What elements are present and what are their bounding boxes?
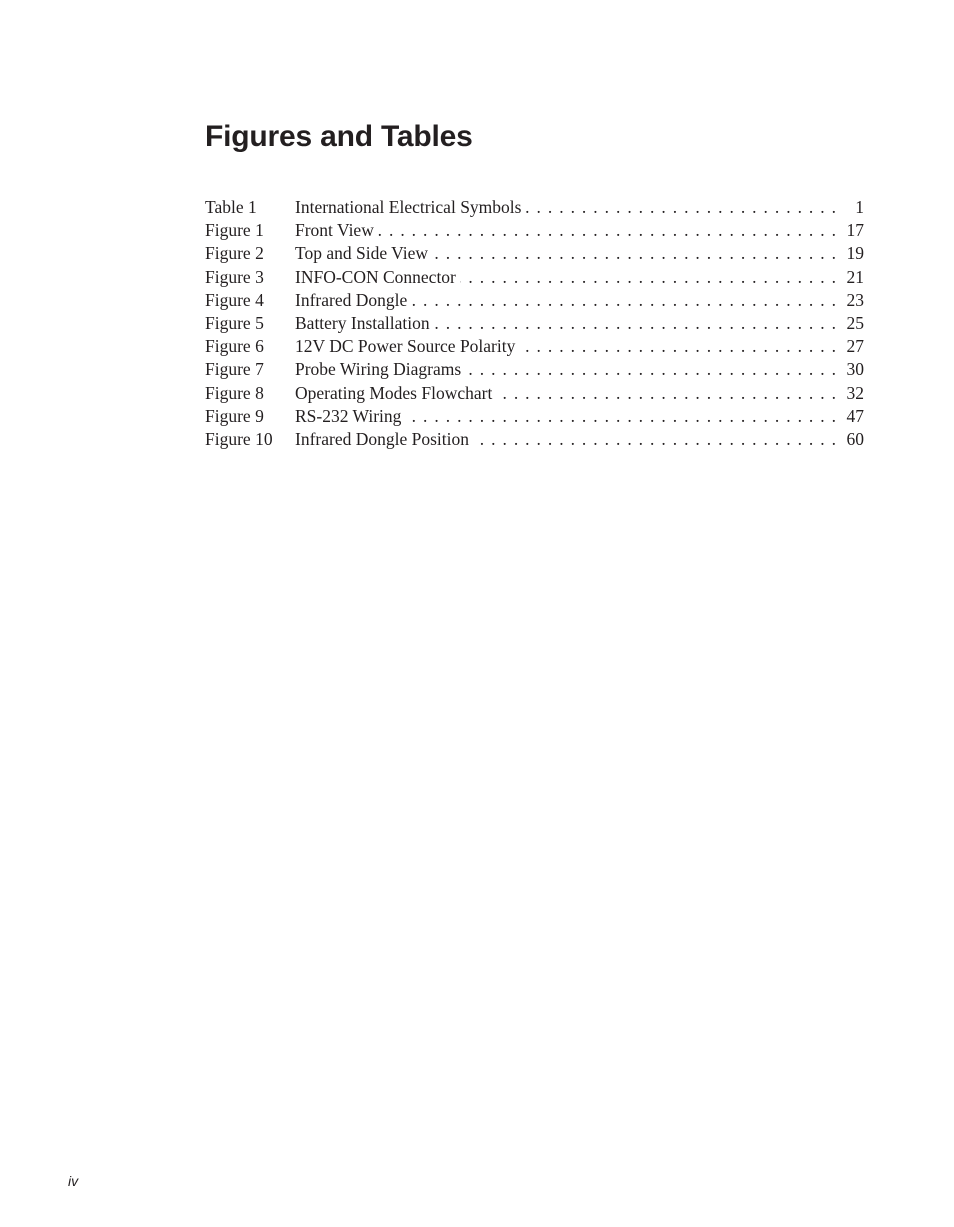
toc-entry[interactable] [205, 335, 864, 358]
toc-entry-title[interactable]: 12V DC Power Source Polarity [295, 336, 516, 357]
toc-entry-page[interactable]: 17 [846, 220, 864, 241]
dot-leader [473, 428, 836, 451]
dot-leader [496, 382, 836, 405]
toc-entry-title[interactable]: Infrared Dongle [295, 289, 408, 310]
toc-entry-label: Figure 9 [205, 405, 264, 426]
toc-entry-page[interactable]: 47 [846, 405, 864, 426]
toc-entry-page[interactable]: 25 [846, 312, 864, 333]
toc-entry[interactable] [205, 312, 864, 335]
dot-leader [465, 358, 836, 381]
figures-tables-list [205, 196, 864, 451]
toc-entry-title[interactable]: Infrared Dongle Position [295, 428, 469, 449]
toc-entry[interactable] [205, 266, 864, 289]
dot-leader [519, 335, 836, 358]
toc-entry-title[interactable]: Operating Modes Flowchart [295, 382, 493, 403]
toc-entry-label: Figure 4 [205, 289, 264, 310]
toc-entry-label: Figure 2 [205, 243, 264, 264]
dot-leader [525, 196, 836, 219]
toc-entry-title[interactable]: International Electrical Symbols [295, 197, 522, 217]
toc-entry-label: Figure 10 [205, 428, 273, 449]
toc-entry-label: Figure 3 [205, 266, 264, 287]
toc-entry-label: Figure 6 [205, 336, 264, 357]
toc-entry-label: Figure 8 [205, 382, 264, 403]
toc-entry-page[interactable]: 1 [855, 197, 864, 217]
toc-entry-page[interactable]: 60 [846, 428, 864, 449]
toc-entry-page[interactable]: 23 [846, 289, 864, 310]
dot-leader [405, 405, 836, 428]
page-title: Figures and Tables [205, 120, 473, 153]
toc-entry-page[interactable]: 32 [846, 382, 864, 403]
toc-entry[interactable] [205, 405, 864, 428]
toc-entry[interactable] [205, 219, 864, 242]
toc-entry-page[interactable]: 27 [846, 336, 864, 357]
toc-entry-label: Table 1 [205, 197, 257, 217]
toc-entry[interactable] [205, 289, 864, 312]
dot-leader [411, 289, 836, 312]
toc-entry[interactable] [205, 242, 864, 265]
toc-entry-title[interactable]: Top and Side View [295, 243, 429, 264]
toc-entry[interactable] [205, 428, 864, 451]
dot-leader [378, 219, 836, 242]
toc-entry-title[interactable]: Probe Wiring Diagrams [295, 359, 462, 380]
toc-entry-title[interactable]: Battery Installation [295, 312, 430, 333]
toc-entry-label: Figure 1 [205, 220, 264, 241]
toc-entry-page[interactable]: 19 [846, 243, 864, 264]
toc-entry-page[interactable]: 21 [846, 266, 864, 287]
toc-entry-title[interactable]: Front View [295, 220, 374, 241]
toc-entry-title[interactable]: INFO-CON Connector [295, 266, 456, 287]
toc-entry[interactable] [205, 382, 864, 405]
dot-leader [432, 242, 836, 265]
toc-entry[interactable] [205, 358, 864, 381]
dot-leader [434, 312, 836, 335]
toc-entry-label: Figure 5 [205, 312, 264, 333]
toc-entry-page[interactable]: 30 [846, 359, 864, 380]
page-number: iv [68, 1173, 79, 1189]
dot-leader [460, 266, 836, 289]
toc-entry[interactable] [205, 196, 864, 219]
toc-entry-title[interactable]: RS-232 Wiring [295, 405, 402, 426]
toc-entry-label: Figure 7 [205, 359, 264, 380]
